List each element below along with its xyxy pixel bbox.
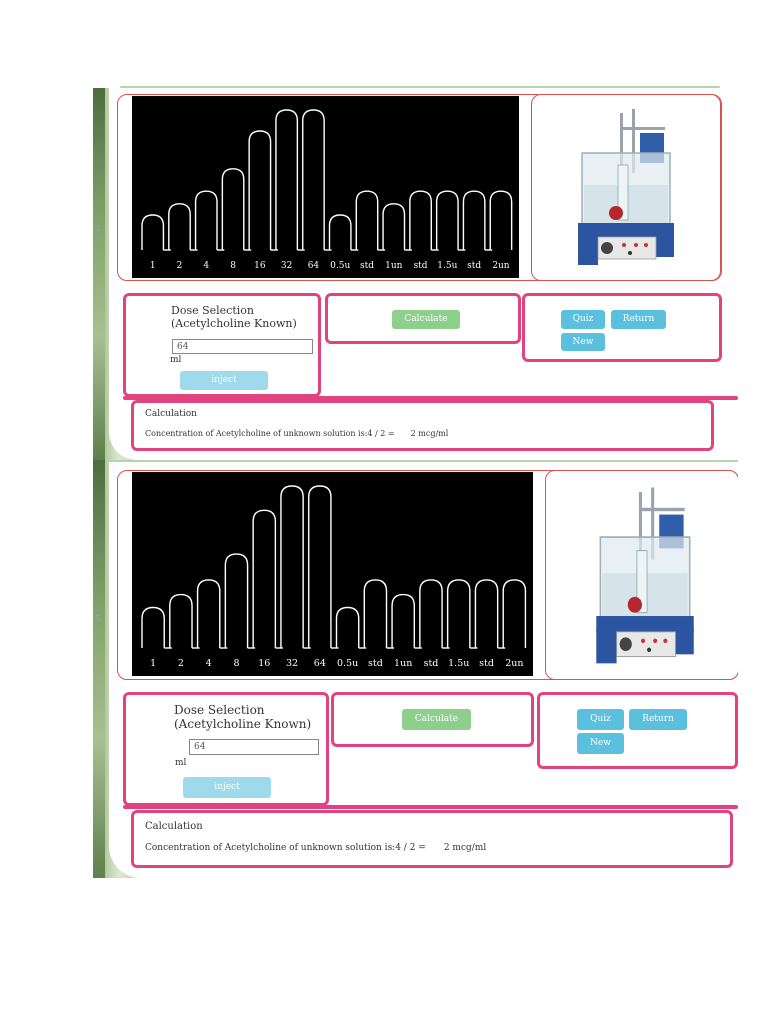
response-peak-1.5u [448,580,470,648]
calculate-panel [325,293,521,344]
response-peak-64 [303,110,324,250]
navigation-panel [522,293,722,362]
dose-label: std [423,658,439,669]
response-peak-0.5u [330,215,351,250]
new-button[interactable]: New [561,333,605,351]
cross-arm [639,508,685,511]
switch [647,648,651,653]
response-peak-4 [196,191,217,250]
dose-label: 1 [149,261,156,271]
indicator-light [644,243,648,247]
indicator-light [622,243,626,247]
apparatus-leg [578,235,598,265]
tissue-sample [628,597,642,613]
organ-bath-image [560,105,690,270]
dose-unit: ml [170,355,182,365]
response-peak-1.5u [437,191,458,250]
calculation-panel [131,400,714,451]
response-peak-16 [249,131,270,250]
dose-label: 32 [280,261,293,271]
apparatus-group [596,488,693,664]
indicator-light [653,639,657,644]
dose-label: 2un [492,261,510,271]
inject-button[interactable]: inject [183,777,271,798]
tissue-sample [609,206,623,220]
dose-label: 8 [233,658,240,669]
inject-button[interactable]: inject [180,371,268,390]
response-peak-2un [490,191,511,250]
dose-label: 32 [285,658,299,669]
dose-label: 0.5u [330,261,351,271]
dose-label: 1.5u [437,261,458,271]
dose-unit: ml [175,758,187,768]
dose-label: 64 [307,261,320,271]
dose-label: std [467,261,482,271]
apparatus-leg [656,233,674,257]
calculation-title: Calculation [145,409,197,419]
organ-bath-image [578,483,710,669]
dose-label: 1un [394,658,413,669]
response-peak-8 [225,554,247,648]
response-peak-2 [170,595,192,648]
dose-label: std [413,261,428,271]
response-peak-1 [142,215,163,250]
calculation-result-value: 2 mcg/ml [443,843,487,853]
dose-label: 1un [385,261,403,271]
dose-label: 2un [505,658,524,669]
response-peak-0.5u [337,608,359,649]
calculate-button[interactable]: Calculate [392,310,460,329]
return-button[interactable]: Return [629,709,687,730]
dose-response-trace [132,472,533,676]
dose-input[interactable] [189,739,319,755]
switch [628,251,632,255]
dose-label: 2 [177,658,184,669]
dose-label: 4 [205,658,212,669]
dose-label: std [368,658,383,669]
dose-label: 0.5u [336,658,359,669]
dose-selection-panel [123,293,321,397]
screenshot-panel-1 [93,88,738,460]
response-peak-16 [253,510,275,648]
dose-label: 16 [254,261,266,271]
dose-label: std [360,261,374,271]
control-knob [620,637,632,651]
apparatus-leg [675,627,693,654]
dose-label: 2 [176,261,183,271]
response-peak-8 [222,169,243,250]
cross-arm [620,127,665,130]
indicator-light [634,243,638,247]
new-button[interactable]: New [577,733,624,754]
side-mark: .5 [93,614,101,623]
device-frame [545,470,738,680]
indicator-light [641,639,645,644]
control-knob [601,242,613,254]
response-peak-2 [169,204,190,250]
dose-label: 4 [203,261,210,271]
divider-line [123,805,738,809]
response-peak-4 [198,580,220,648]
indicator-light [663,639,667,644]
calculate-panel [331,692,534,747]
device-frame [531,94,721,281]
calculate-button[interactable]: Calculate [402,709,471,730]
response-peak-std [356,191,377,250]
response-peak-2un [503,580,525,648]
kymograph-display [132,96,519,278]
side-mark: .5 [93,224,101,233]
response-peak-32 [281,486,303,648]
dose-label: 1.5u [448,658,470,669]
response-peak-32 [276,110,297,250]
screenshot-panel-2 [93,460,738,878]
kymograph-display [132,472,533,676]
response-peak-1 [142,608,164,649]
return-button[interactable]: Return [611,310,666,329]
calculation-result-text: Concentration of Acetylcholine of unknown solution is:4 / 2 = 2 mcg/ml [145,429,449,438]
dose-response-trace [132,96,519,278]
dose-label: 16 [258,658,271,669]
response-peak-std [364,580,386,648]
apparatus-leg [596,630,616,664]
dose-label: 64 [313,658,326,669]
response-peak-1un [383,204,404,250]
quiz-button[interactable]: Quiz [561,310,605,329]
calculation-panel [131,810,733,868]
response-peak-std [420,580,442,648]
navigation-panel [537,692,738,769]
dose-selection-panel [123,692,329,806]
apparatus-group [578,109,674,265]
response-peak-64 [309,486,331,648]
response-peak-std [410,191,431,250]
calculation-result-text: Concentration of Acetylcholine of unknown solution is:4 / 2 = 2 mcg/ml [145,843,487,853]
response-peak-std [463,191,484,250]
response-peak-1un [392,595,414,648]
dose-title: Dose Selection (Acetylcholine Known) [171,304,297,331]
dose-label: std [479,658,494,669]
calculation-title: Calculation [145,821,203,832]
dose-title: Dose Selection (Acetylcholine Known) [174,703,312,732]
dose-label: 8 [230,261,236,271]
dose-input[interactable] [172,339,313,354]
calculation-result-value: 2 mcg/ml [410,429,449,438]
dose-label: 1 [150,658,157,669]
quiz-button[interactable]: Quiz [577,709,624,730]
response-peak-std [475,580,497,648]
